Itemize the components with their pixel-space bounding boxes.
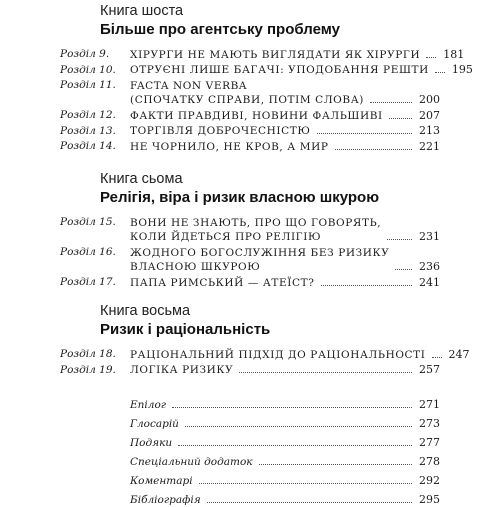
dot-leader bbox=[185, 426, 412, 427]
toc-entry[interactable] bbox=[130, 431, 440, 450]
section-title-line: FACTA NON VERBA bbox=[130, 80, 248, 93]
book-subtitle: Ризик і раціональність bbox=[100, 321, 271, 338]
page-number: 207 bbox=[419, 108, 440, 122]
section-title: РАЦІОНАЛЬНИЙ ПІДХІД ДО РАЦІОНАЛЬНОСТІ bbox=[130, 348, 426, 361]
book-title: Книга сьома bbox=[100, 171, 183, 187]
dot-leader bbox=[387, 239, 412, 240]
toc-entry[interactable] bbox=[130, 393, 440, 412]
book-subtitle: Релігія, віра і ризик власною шкурою bbox=[100, 189, 380, 206]
toc-entry[interactable] bbox=[60, 138, 440, 154]
toc-entry[interactable] bbox=[130, 488, 440, 507]
toc-entry[interactable] bbox=[60, 346, 470, 362]
page-number: 247 bbox=[448, 347, 470, 361]
toc-entry[interactable] bbox=[60, 77, 440, 107]
section-title bbox=[130, 246, 389, 274]
dot-leader bbox=[259, 464, 412, 465]
section-title: ТОРГІВЛЯ ДОБРОЧЕСНІСТЮ bbox=[130, 125, 311, 138]
dot-leader bbox=[432, 357, 442, 358]
toc-entry[interactable] bbox=[130, 469, 440, 488]
toc-entry[interactable] bbox=[60, 362, 440, 378]
page-number: 200 bbox=[419, 93, 440, 107]
dot-leader bbox=[435, 72, 445, 73]
section-label: Розділ 15. bbox=[60, 216, 116, 228]
dot-leader bbox=[178, 445, 412, 446]
section-title-line: КОЛИ ЙДЕТЬСЯ ПРО РЕЛІГІЮ bbox=[130, 231, 322, 243]
page-number: 295 bbox=[419, 493, 440, 506]
page-number: 195 bbox=[451, 63, 473, 77]
book-six bbox=[60, 2, 473, 154]
toc-entry[interactable] bbox=[60, 46, 465, 62]
toc-entry[interactable] bbox=[130, 450, 440, 469]
dot-leader bbox=[239, 372, 412, 373]
section-label: Розділ 13. bbox=[60, 124, 116, 137]
section-label: Розділ 14. bbox=[60, 140, 116, 153]
book-seven bbox=[60, 170, 440, 290]
toc-entry[interactable] bbox=[60, 107, 440, 123]
dot-leader bbox=[207, 502, 412, 503]
back-matter-label: Коментарі bbox=[130, 475, 193, 487]
toc-entry[interactable] bbox=[130, 412, 440, 431]
section-title: ХІРУРГИ НЕ МАЮТЬ ВИГЛЯДАТИ ЯК ХІРУРГИ bbox=[130, 48, 421, 61]
dot-leader bbox=[317, 133, 413, 134]
section-title: ЛОГІКА РИЗИКУ bbox=[130, 364, 234, 377]
section-title: ОТРУЄНІ ЛИШЕ БАГАЧІ: УПОДОБАННЯ РЕШТИ bbox=[130, 64, 429, 77]
book-title: Книга шоста bbox=[100, 3, 184, 19]
page-number: 292 bbox=[419, 474, 440, 487]
toc-entry[interactable] bbox=[60, 214, 440, 244]
section-title: ФАКТИ ПРАВДИВІ, НОВИНИ ФАЛЬШИВІ bbox=[130, 109, 383, 122]
toc-entry[interactable] bbox=[60, 62, 473, 78]
section-label: Розділ 19. bbox=[60, 363, 116, 376]
page-number: 277 bbox=[419, 436, 440, 449]
toc-entry[interactable] bbox=[60, 274, 440, 290]
page-number: 273 bbox=[419, 417, 440, 430]
page-number: 236 bbox=[419, 260, 440, 273]
book-eight bbox=[60, 302, 470, 377]
dot-leader bbox=[370, 102, 412, 103]
back-matter-label: Подяки bbox=[130, 437, 173, 449]
dot-leader bbox=[426, 57, 436, 58]
toc-entry[interactable] bbox=[60, 244, 440, 274]
page-number: 213 bbox=[419, 124, 440, 138]
section-label: Розділ 9. bbox=[60, 48, 110, 60]
back-matter-label: Епілог bbox=[130, 399, 167, 411]
dot-leader bbox=[172, 407, 412, 408]
section-label: Розділ 12. bbox=[60, 109, 116, 122]
section-title bbox=[130, 79, 364, 107]
section-title bbox=[130, 216, 381, 244]
section-label: Розділ 11. bbox=[60, 79, 116, 92]
section-title: НЕ ЧОРНИЛО, НЕ КРОВ, А МИР bbox=[130, 140, 329, 153]
dot-leader bbox=[321, 285, 413, 286]
dot-leader bbox=[335, 149, 412, 150]
dot-leader bbox=[389, 118, 412, 119]
section-title-line: (СПОЧАТКУ СПРАВИ, ПОТІМ СЛОВА) bbox=[130, 94, 364, 107]
toc-entry[interactable] bbox=[60, 123, 440, 139]
page-number: 221 bbox=[419, 139, 440, 153]
dot-leader bbox=[395, 269, 412, 270]
back-matter-label: Бібліографія bbox=[130, 494, 201, 506]
page-number: 271 bbox=[419, 398, 440, 411]
back-matter-label: Спеціальний додаток bbox=[130, 456, 253, 468]
section-title-line: ВОНИ НЕ ЗНАЮТЬ, ПРО ЩО ГОВОРЯТЬ, bbox=[130, 217, 382, 229]
book-title: Книга восьма bbox=[100, 303, 191, 319]
back-matter bbox=[130, 393, 440, 507]
book-subtitle: Більше про агентську проблему bbox=[100, 21, 340, 38]
section-title: ПАПА РИМСЬКИЙ — АТЕЇСТ? bbox=[130, 276, 315, 289]
section-label: Розділ 16. bbox=[60, 246, 116, 258]
page-number: 278 bbox=[419, 455, 440, 468]
back-matter-label: Глосарій bbox=[130, 418, 179, 430]
page-number: 181 bbox=[443, 47, 465, 61]
dot-leader bbox=[199, 483, 412, 484]
section-label: Розділ 10. bbox=[60, 63, 116, 76]
page-number: 257 bbox=[419, 363, 440, 377]
section-label: Розділ 18. bbox=[60, 348, 116, 360]
section-title-line: ВЛАСНОЮ ШКУРОЮ bbox=[130, 261, 261, 273]
section-label: Розділ 17. bbox=[60, 276, 116, 288]
page-number: 241 bbox=[419, 275, 440, 289]
page-number: 231 bbox=[419, 230, 440, 243]
section-title-line: ЖОДНОГО БОГОСЛУЖІННЯ БЕЗ РИЗИКУ bbox=[130, 247, 390, 259]
